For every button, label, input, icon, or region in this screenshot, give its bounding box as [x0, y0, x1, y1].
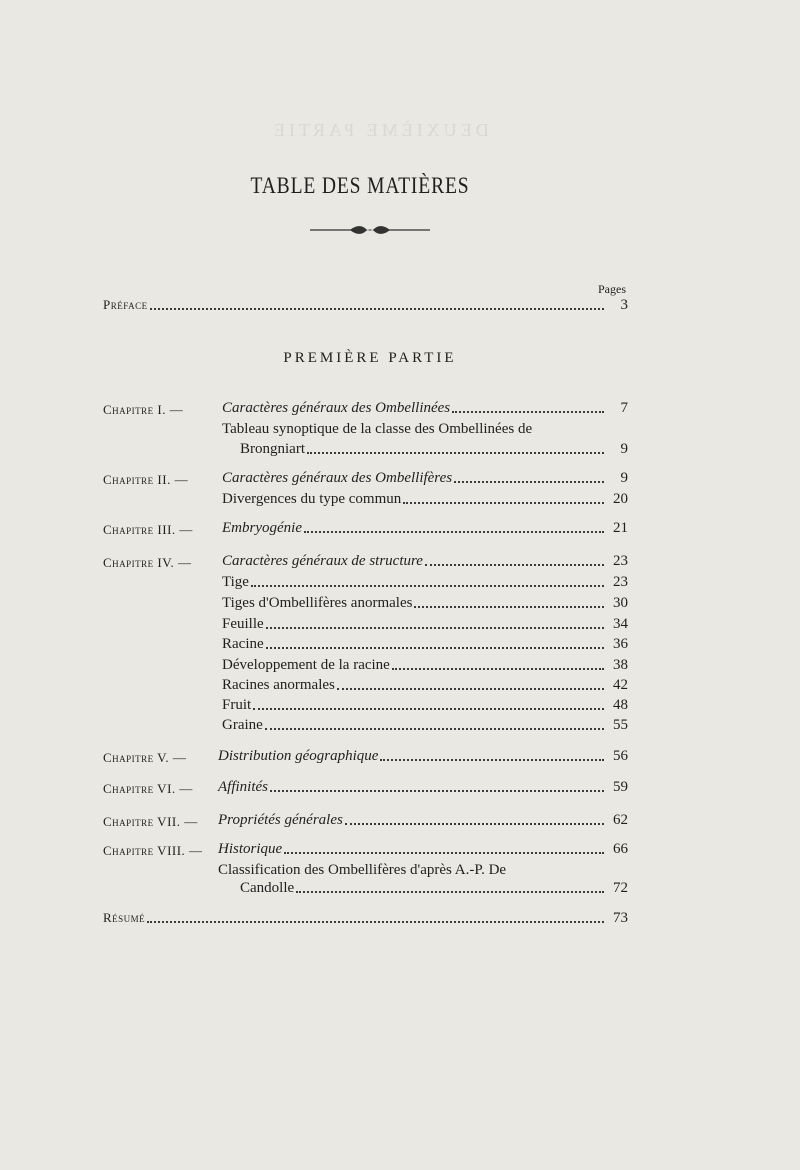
toc-entry-chapter-3 — [222, 520, 628, 537]
toc-subentry-tableau-line1 — [222, 421, 532, 438]
dot-leader — [345, 822, 604, 825]
toc-page-number: 56 — [613, 748, 628, 764]
dot-leader — [266, 626, 604, 629]
toc-entry-chapter-7 — [218, 812, 628, 829]
toc-entry-chapter-1 — [222, 400, 628, 417]
subentry-text: Tiges d'Ombellifères anormales — [222, 595, 413, 611]
subentry-text: Graine — [222, 717, 263, 733]
dot-leader — [147, 920, 604, 923]
chapter-label: Chapitre VII. — — [103, 814, 198, 829]
toc-subentry-feuille — [222, 616, 628, 633]
dot-leader — [266, 646, 604, 649]
toc-page-number: 59 — [613, 779, 628, 795]
dot-leader — [304, 530, 604, 533]
toc-page-number: 20 — [613, 491, 628, 507]
toc-subentry-racine — [222, 636, 628, 653]
toc-entry-chapter-5 — [218, 748, 628, 765]
toc-entry-chapter-4 — [222, 553, 628, 570]
dot-leader — [452, 410, 604, 413]
toc-entry-label: Préface — [103, 297, 148, 312]
chapter-title: Distribution géographique — [218, 748, 379, 764]
show-through-text: DEUXIÈME PARTIE — [270, 120, 489, 140]
toc-page-number: 9 — [620, 470, 628, 486]
ornament-divider-icon — [310, 223, 430, 237]
toc-entry-chapter-8 — [218, 841, 628, 858]
chapter-title: Historique — [218, 841, 283, 857]
dot-leader — [392, 667, 604, 670]
toc-subentry-racines-anormales — [222, 677, 628, 694]
toc-subentry-tige — [222, 574, 628, 591]
toc-entry-preface — [103, 297, 628, 314]
subentry-text: Candolle — [240, 880, 295, 896]
toc-entry-chapter-2 — [222, 470, 628, 487]
toc-page-number: 30 — [613, 595, 628, 611]
subentry-text: Divergences du type commun — [222, 491, 402, 507]
subentry-text: Feuille — [222, 616, 264, 632]
chapter-label: Chapitre V. — — [103, 750, 187, 765]
pages-column-label: Pages — [598, 282, 626, 296]
toc-page-number: 62 — [613, 812, 628, 828]
chapter-label: Chapitre I. — — [103, 402, 184, 417]
part-heading: PREMIÈRE PARTIE — [283, 350, 457, 366]
chapter-label: Chapitre VIII. — — [103, 843, 203, 858]
toc-subentry-classification-line1 — [218, 862, 506, 879]
toc-subentry-classification — [240, 880, 628, 897]
chapter-title: Caractères généraux de structure — [222, 553, 423, 569]
toc-page-number: 73 — [613, 910, 628, 926]
dot-leader — [337, 687, 604, 690]
toc-page-number: 42 — [613, 677, 628, 693]
subentry-text: Classification des Ombellifères d'après A.-P. De — [218, 862, 507, 878]
dot-leader — [251, 584, 604, 587]
chapter-label: Chapitre VI. — — [103, 781, 193, 796]
dot-leader — [150, 307, 604, 310]
dot-leader — [270, 789, 604, 792]
chapter-label: Chapitre IV. — — [103, 555, 192, 570]
page-title: TABLE DES MATIÈRES — [250, 173, 470, 198]
toc-subentry-graine — [222, 717, 628, 734]
toc-page-number: 3 — [620, 297, 628, 313]
toc-page-number: 55 — [613, 717, 628, 733]
toc-page-number: 38 — [613, 657, 628, 673]
toc-subentry-tiges-anormales — [222, 595, 628, 612]
chapter-title: Propriétés générales — [218, 812, 343, 828]
toc-page-number: 23 — [613, 574, 628, 590]
dot-leader — [380, 758, 604, 761]
toc-entry-label: Résumé — [103, 910, 146, 925]
toc-entry-resume — [103, 910, 628, 927]
subentry-text: Tige — [222, 574, 249, 590]
subentry-text: Racine — [222, 636, 264, 652]
toc-subentry-developpement — [222, 657, 628, 674]
chapter-label: Chapitre III. — — [103, 522, 193, 537]
toc-subentry-tableau — [240, 441, 628, 458]
chapter-label: Chapitre II. — — [103, 472, 189, 487]
toc-page-number: 23 — [613, 553, 628, 569]
toc-page-number: 9 — [620, 441, 628, 457]
toc-entry-chapter-6 — [218, 779, 628, 796]
toc-page-number: 7 — [620, 400, 628, 416]
toc-page-number: 34 — [613, 616, 628, 632]
chapter-title: Caractères généraux des Ombellinées — [222, 400, 451, 416]
toc-page-number: 48 — [613, 697, 628, 713]
dot-leader — [454, 480, 604, 483]
chapter-title: Affinités — [218, 779, 268, 795]
chapter-title: Caractères généraux des Ombellifères — [222, 470, 453, 486]
toc-page-number: 21 — [613, 520, 628, 536]
subentry-text: Fruit — [222, 697, 252, 713]
toc-page-number: 66 — [613, 841, 628, 857]
dot-leader — [253, 707, 604, 710]
toc-subentry-fruit — [222, 697, 628, 714]
chapter-title: Embryogénie — [222, 520, 302, 536]
dot-leader — [403, 501, 604, 504]
dot-leader — [307, 451, 604, 454]
subentry-text: Racines anormales — [222, 677, 335, 693]
subentry-text: Tableau synoptique de la classe des Ombellinées de — [222, 421, 533, 437]
dot-leader — [425, 563, 604, 566]
dot-leader — [296, 890, 604, 893]
dot-leader — [414, 605, 604, 608]
toc-page-number: 72 — [613, 880, 628, 896]
toc-subentry-divergences — [222, 491, 628, 508]
subentry-text: Brongniart — [240, 441, 305, 457]
dot-leader — [284, 851, 604, 854]
subentry-text: Développement de la racine — [222, 657, 390, 673]
toc-page-number: 36 — [613, 636, 628, 652]
dot-leader — [265, 727, 604, 730]
